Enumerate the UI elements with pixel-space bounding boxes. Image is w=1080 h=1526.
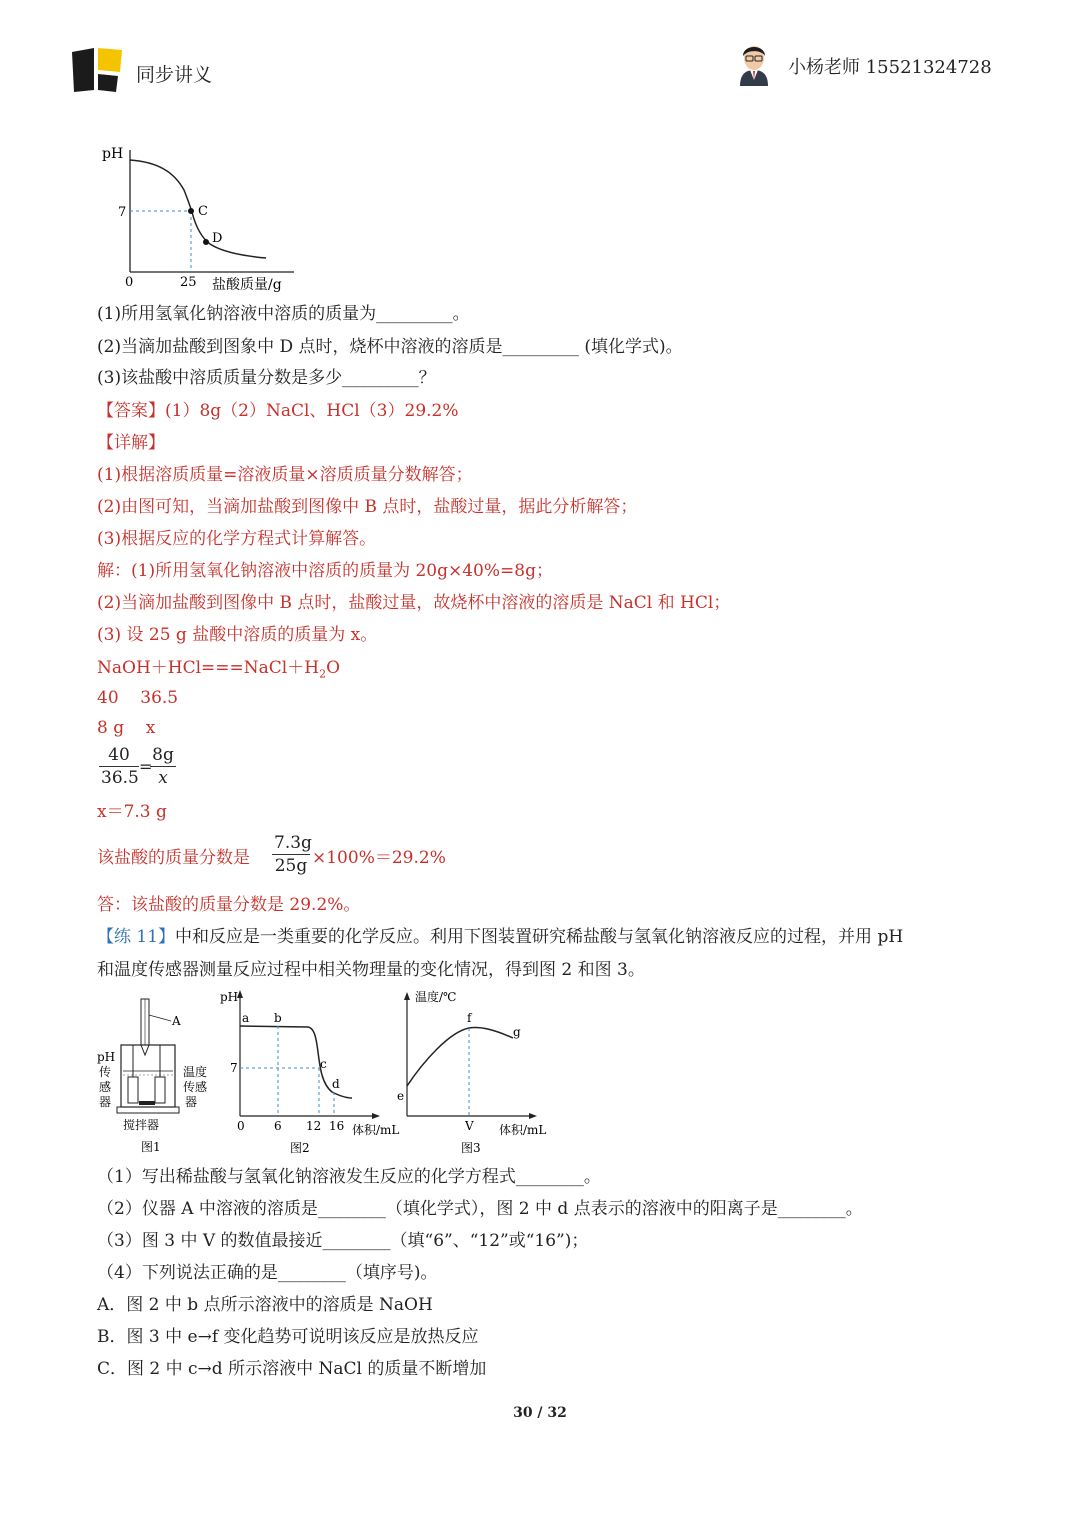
fig1-caption: 图1	[141, 1140, 161, 1154]
question-3: (3)该盐酸中溶质质量分数是多少_________？	[97, 368, 436, 388]
mass-fraction: $\frac{7.3g}{25g}$	[274, 833, 312, 876]
option-c: C．图 2 中 c→d 所示溶液中 NaCl 的质量不断增加	[97, 1359, 487, 1379]
graph1-point-c: C	[198, 204, 208, 219]
ph-graph-1	[98, 138, 308, 298]
fig2-point-a: a	[242, 1011, 250, 1025]
fig3-y-label: 温度/℃	[415, 990, 457, 1004]
fig2-x-tick: 0	[237, 1119, 245, 1133]
figure-1-apparatus	[95, 995, 225, 1157]
fig1-ph-sensor: pH	[97, 1050, 116, 1064]
graph1-x-tick: 25	[180, 275, 197, 290]
proportion-equals: =	[139, 757, 153, 776]
detail-line: (3) 设 25 g 盐酸中溶质的质量为 x。	[97, 625, 378, 645]
fig1-temp-sensor: 器	[185, 1095, 198, 1109]
fig3-caption: 图3	[461, 1141, 481, 1155]
graph1-y-tick: 7	[118, 205, 127, 220]
chemical-equation: $NaOH+HCl===NaCl+H_2O$	[97, 658, 340, 681]
fig3-point-f: f	[467, 1011, 472, 1025]
detail-line: (1)根据溶质质量=溶液质量×溶质质量分数解答；	[97, 465, 473, 485]
fig3-point-e: e	[397, 1089, 405, 1103]
fig2-x-tick: 12	[306, 1119, 322, 1133]
sub-question: （3）图 3 中 V 的数值最接近________（填“6”、“12”或“16”)；	[97, 1231, 589, 1251]
option-a: A．图 2 中 b 点所示溶液中的溶质是 NaOH	[97, 1295, 433, 1315]
detail-line: 解：(1)所用氢氧化钠溶液中溶质的质量为 20g×40%=8g；	[97, 561, 553, 581]
brand-logo	[70, 44, 126, 94]
teacher-contact: 小杨老师 15521324728	[788, 57, 992, 78]
fig2-point-d: d	[332, 1077, 340, 1091]
fig1-label-a: A	[172, 1014, 181, 1028]
proportion-left: $\frac{40}{36.5}$	[101, 745, 139, 788]
fig2-caption: 图2	[290, 1141, 310, 1155]
fig2-y-tick: 7	[230, 1061, 238, 1075]
sub-question: （4）下列说法正确的是________（填序号)。	[97, 1263, 438, 1283]
fig3-x-tick: V	[465, 1119, 474, 1133]
fig2-x-tick: 6	[274, 1119, 282, 1133]
sub-question: （2）仪器 A 中溶液的溶质是________（填化学式），图 2 中 d 点表示的溶液中的阳离子是________。	[97, 1199, 863, 1219]
detail-line: (3)根据反应的化学方程式计算解答。	[97, 529, 377, 549]
fig2-x-label: 体积/mL	[352, 1123, 400, 1137]
mass-fraction-prefix: 该盐酸的质量分数是	[97, 848, 250, 868]
fig2-y-label: pH	[220, 990, 239, 1004]
exercise-text-1: 【练 11】中和反应是一类重要的化学反应。利用下图装置研究稀盐酸与氢氧化钠溶液反应的过程，并用 pH	[97, 927, 904, 947]
detail-title: 【详解】	[97, 433, 165, 453]
fig2-point-b: b	[274, 1011, 282, 1025]
mass-fraction-suffix: ×100%＝29.2%	[312, 848, 446, 868]
ratio-line-2: 8 g x	[97, 718, 156, 738]
x-result: x＝7.3 g	[97, 802, 167, 822]
graph1-point-d: D	[212, 231, 223, 246]
figure-3-temperature-curve	[395, 988, 560, 1158]
teacher-avatar	[734, 40, 774, 86]
final-answer: 答：该盐酸的质量分数是 29.2%。	[97, 895, 361, 915]
graph1-y-label: pH	[102, 146, 124, 162]
graph1-origin: 0	[125, 275, 134, 290]
fig3-x-label: 体积/mL	[499, 1123, 547, 1137]
fig1-ph-sensor: 传	[99, 1065, 112, 1079]
sub-question: （1）写出稀盐酸与氢氧化钠溶液发生反应的化学方程式________。	[97, 1167, 601, 1187]
proportion-right: $\frac{8g}{x}$	[150, 744, 176, 789]
exercise-text-2: 和温度传感器测量反应过程中相关物理量的变化情况，得到图 2 和图 3。	[97, 960, 645, 980]
fig1-ph-sensor: 感	[99, 1080, 112, 1094]
fig1-temp-sensor: 传感	[183, 1080, 208, 1094]
fig1-temp-sensor: 温度	[183, 1065, 208, 1079]
detail-line: (2)由图可知，当滴加盐酸到图像中 B 点时，盐酸过量，据此分析解答；	[97, 497, 638, 517]
detail-line: (2)当滴加盐酸到图像中 B 点时，盐酸过量，故烧杯中溶液的溶质是 NaCl 和 HCl；	[97, 593, 731, 613]
option-b: B．图 3 中 e→f 变化趋势可说明该反应是放热反应	[97, 1327, 479, 1347]
graph1-x-label: 盐酸质量/g	[212, 277, 282, 293]
fig2-x-tick: 16	[329, 1119, 345, 1133]
exercise-tag: 【练 11】	[97, 927, 176, 947]
ratio-line-1: 40 36.5	[97, 688, 179, 708]
fig2-point-c: c	[320, 1057, 327, 1071]
figure-2-ph-curve	[222, 988, 407, 1158]
brand-name: 同步讲义	[136, 64, 213, 86]
fig1-stirrer: 搅拌器	[123, 1118, 160, 1132]
fig1-ph-sensor: 器	[99, 1095, 112, 1109]
page-number: 30 / 32	[513, 1405, 567, 1421]
fig3-point-g: g	[513, 1025, 521, 1039]
question-2: (2)当滴加盐酸到图象中 D 点时，烧杯中溶液的溶质是_________ (填化学式)。	[97, 337, 683, 357]
answer-line: 【答案】(1）8g（2）NaCl、HCl（3）29.2%	[97, 401, 459, 421]
question-1: (1)所用氢氧化钠溶液中溶质的质量为_________。	[97, 304, 470, 324]
